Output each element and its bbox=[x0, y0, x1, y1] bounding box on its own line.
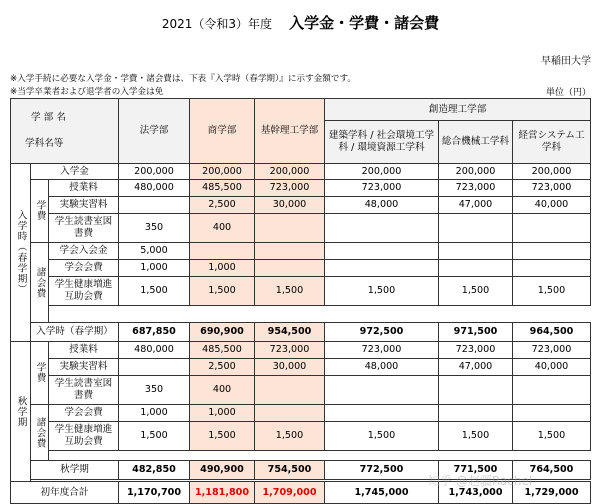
cell: 1,000 bbox=[119, 405, 190, 422]
cell: 1,000 bbox=[190, 405, 255, 422]
col-creative-sci: 創造理工学部 bbox=[325, 99, 591, 121]
cell: 480,000 bbox=[119, 180, 190, 197]
row-label: 秋学期 bbox=[31, 461, 119, 480]
cell: 200,000 bbox=[119, 164, 190, 180]
col-law: 法学部 bbox=[119, 99, 190, 164]
cell: 1,500 bbox=[190, 277, 255, 306]
row-label: 学生読書室図書費 bbox=[49, 376, 119, 405]
table-row bbox=[11, 277, 591, 306]
watermark: 知乎 @赵疆Rachel bbox=[428, 474, 533, 488]
note-2: ※当学卒業者および退学者の入学金は免 bbox=[10, 87, 164, 97]
row-label: 学会入会金 bbox=[49, 243, 119, 260]
cell: 772,500 bbox=[325, 461, 439, 480]
row-label: 学会会費 bbox=[49, 405, 119, 422]
cell: 400 bbox=[190, 214, 255, 243]
title-main: 入学金・学費・諸会費 bbox=[289, 14, 440, 32]
row-label: 実験実習料 bbox=[49, 197, 119, 214]
cell: 400 bbox=[190, 376, 255, 405]
table-row bbox=[11, 405, 591, 422]
cell: 964,500 bbox=[513, 323, 591, 342]
cell: 482,850 bbox=[119, 461, 190, 480]
cell: 1,500 bbox=[119, 422, 190, 451]
row-label: 学生読書室図書費 bbox=[49, 214, 119, 243]
sub-mgmt: 経営システム工学科 bbox=[513, 121, 591, 164]
cell: 480,000 bbox=[119, 342, 190, 359]
fees-group: 諸会費 bbox=[31, 405, 49, 461]
fee-table bbox=[10, 98, 591, 504]
cell bbox=[325, 243, 439, 260]
row-label: 実験実習料 bbox=[49, 359, 119, 376]
cell: 723,000 bbox=[255, 342, 325, 359]
table-row bbox=[11, 164, 591, 180]
cell: 485,500 bbox=[190, 342, 255, 359]
cell: 764,500 bbox=[513, 461, 591, 480]
row-label: 学生健康増進互助会費 bbox=[49, 277, 119, 306]
table-row bbox=[11, 214, 591, 243]
cell bbox=[255, 243, 325, 260]
table-row bbox=[11, 359, 591, 376]
col-fund-sci: 基幹理工学部 bbox=[255, 99, 325, 164]
col-commerce: 商学部 bbox=[190, 99, 255, 164]
cell: 1,000 bbox=[190, 260, 255, 277]
spring-total-row bbox=[11, 323, 591, 342]
cell bbox=[325, 405, 439, 422]
cell: 1,500 bbox=[439, 422, 513, 451]
cell bbox=[119, 197, 190, 214]
cell: 485,500 bbox=[190, 180, 255, 197]
spring-section-label: 入学時（春学期） bbox=[11, 164, 31, 342]
cell: 972,500 bbox=[325, 323, 439, 342]
cell: 1,500 bbox=[325, 277, 439, 306]
cell bbox=[325, 376, 439, 405]
faculty-label: 学 部 名 bbox=[31, 112, 66, 124]
table-row bbox=[11, 422, 591, 451]
cell: 350 bbox=[119, 376, 190, 405]
cell bbox=[439, 376, 513, 405]
cell: 1,500 bbox=[190, 422, 255, 451]
fall-total-row bbox=[11, 461, 591, 480]
cell: 490,900 bbox=[190, 461, 255, 480]
row-label: 学会会費 bbox=[49, 260, 119, 277]
cell: 754,500 bbox=[255, 461, 325, 480]
dept-label: 学科名等 bbox=[25, 138, 64, 149]
cell bbox=[255, 405, 325, 422]
cell: 200,000 bbox=[325, 164, 439, 180]
row-label: 入学時（春学期） bbox=[31, 323, 119, 342]
cell: 2,500 bbox=[190, 359, 255, 376]
cell bbox=[513, 243, 591, 260]
cell: 971,500 bbox=[439, 323, 513, 342]
table-row bbox=[11, 197, 591, 214]
cell: 1,500 bbox=[325, 422, 439, 451]
table-row bbox=[11, 180, 591, 197]
cell: 687,850 bbox=[119, 323, 190, 342]
cell: 1,000 bbox=[119, 260, 190, 277]
cell: 200,000 bbox=[439, 164, 513, 180]
cell: 47,000 bbox=[439, 359, 513, 376]
cell: 1,709,000 bbox=[255, 482, 325, 504]
cell: 40,000 bbox=[513, 197, 591, 214]
tuition-group: 学費 bbox=[31, 180, 49, 243]
cell: 1,170,700 bbox=[119, 482, 190, 504]
cell bbox=[255, 376, 325, 405]
cell: 1,500 bbox=[119, 277, 190, 306]
cell bbox=[513, 214, 591, 243]
cell: 1,500 bbox=[439, 277, 513, 306]
table-row bbox=[11, 260, 591, 277]
cell bbox=[513, 260, 591, 277]
row-label: 入学金 bbox=[31, 164, 119, 180]
table-row bbox=[11, 451, 591, 461]
cell: 30,000 bbox=[255, 359, 325, 376]
cell: 1,500 bbox=[513, 277, 591, 306]
year-total-row bbox=[11, 482, 591, 504]
row-label: 授業料 bbox=[49, 180, 119, 197]
cell: 48,000 bbox=[325, 359, 439, 376]
cell bbox=[119, 359, 190, 376]
cell: 40,000 bbox=[513, 359, 591, 376]
cell: 1,181,800 bbox=[190, 482, 255, 504]
cell: 723,000 bbox=[325, 342, 439, 359]
cell: 48,000 bbox=[325, 197, 439, 214]
school-name: 早稲田大学 bbox=[541, 56, 591, 67]
cell bbox=[439, 243, 513, 260]
cell: 1,500 bbox=[513, 422, 591, 451]
cell bbox=[439, 260, 513, 277]
row-label: 初年度合計 bbox=[11, 482, 119, 504]
table-row bbox=[11, 342, 591, 359]
cell: 723,000 bbox=[255, 180, 325, 197]
cell: 771,500 bbox=[439, 461, 513, 480]
tuition-group: 学費 bbox=[31, 342, 49, 405]
cell: 1,729,000 bbox=[513, 482, 591, 504]
table-row bbox=[11, 306, 591, 323]
cell: 954,500 bbox=[255, 323, 325, 342]
page-title bbox=[0, 12, 601, 33]
cell: 723,000 bbox=[439, 180, 513, 197]
cell: 1,500 bbox=[255, 277, 325, 306]
cell bbox=[325, 260, 439, 277]
cell: 5,000 bbox=[119, 243, 190, 260]
cell bbox=[190, 243, 255, 260]
fall-section-label: 秋学期 bbox=[11, 342, 31, 482]
cell: 690,900 bbox=[190, 323, 255, 342]
cell: 200,000 bbox=[255, 164, 325, 180]
fees-group: 諸会費 bbox=[31, 243, 49, 323]
sub-arch: 建築学科 / 社会環境工学科 / 環境資源工学科 bbox=[325, 121, 439, 164]
cell bbox=[513, 376, 591, 405]
cell: 1,743,000 bbox=[439, 482, 513, 504]
cell: 2,500 bbox=[190, 197, 255, 214]
note-1: ※入学手続に必要な入学金・学費・諸会費は、下表『入学時（春学期）』に示す金額です。 bbox=[10, 74, 356, 84]
table-row bbox=[11, 243, 591, 260]
cell bbox=[513, 405, 591, 422]
cell: 723,000 bbox=[439, 342, 513, 359]
cell: 1,500 bbox=[255, 422, 325, 451]
sub-mech: 総合機械工学科 bbox=[439, 121, 513, 164]
cell bbox=[439, 405, 513, 422]
cell bbox=[439, 214, 513, 243]
cell: 200,000 bbox=[190, 164, 255, 180]
cell: 200,000 bbox=[513, 164, 591, 180]
cell bbox=[255, 214, 325, 243]
cell: 723,000 bbox=[513, 180, 591, 197]
cell: 47,000 bbox=[439, 197, 513, 214]
table-row bbox=[11, 376, 591, 405]
cell bbox=[255, 260, 325, 277]
row-label: 授業料 bbox=[49, 342, 119, 359]
cell bbox=[325, 214, 439, 243]
unit-label: 単位（円） bbox=[545, 88, 591, 98]
cell: 723,000 bbox=[513, 342, 591, 359]
header-corner bbox=[11, 99, 119, 164]
row-label: 学生健康増進互助会費 bbox=[49, 422, 119, 451]
cell: 723,000 bbox=[325, 180, 439, 197]
cell: 1,745,000 bbox=[325, 482, 439, 504]
cell: 30,000 bbox=[255, 197, 325, 214]
cell: 350 bbox=[119, 214, 190, 243]
title-year: 2021（令和3）年度 bbox=[161, 17, 273, 31]
